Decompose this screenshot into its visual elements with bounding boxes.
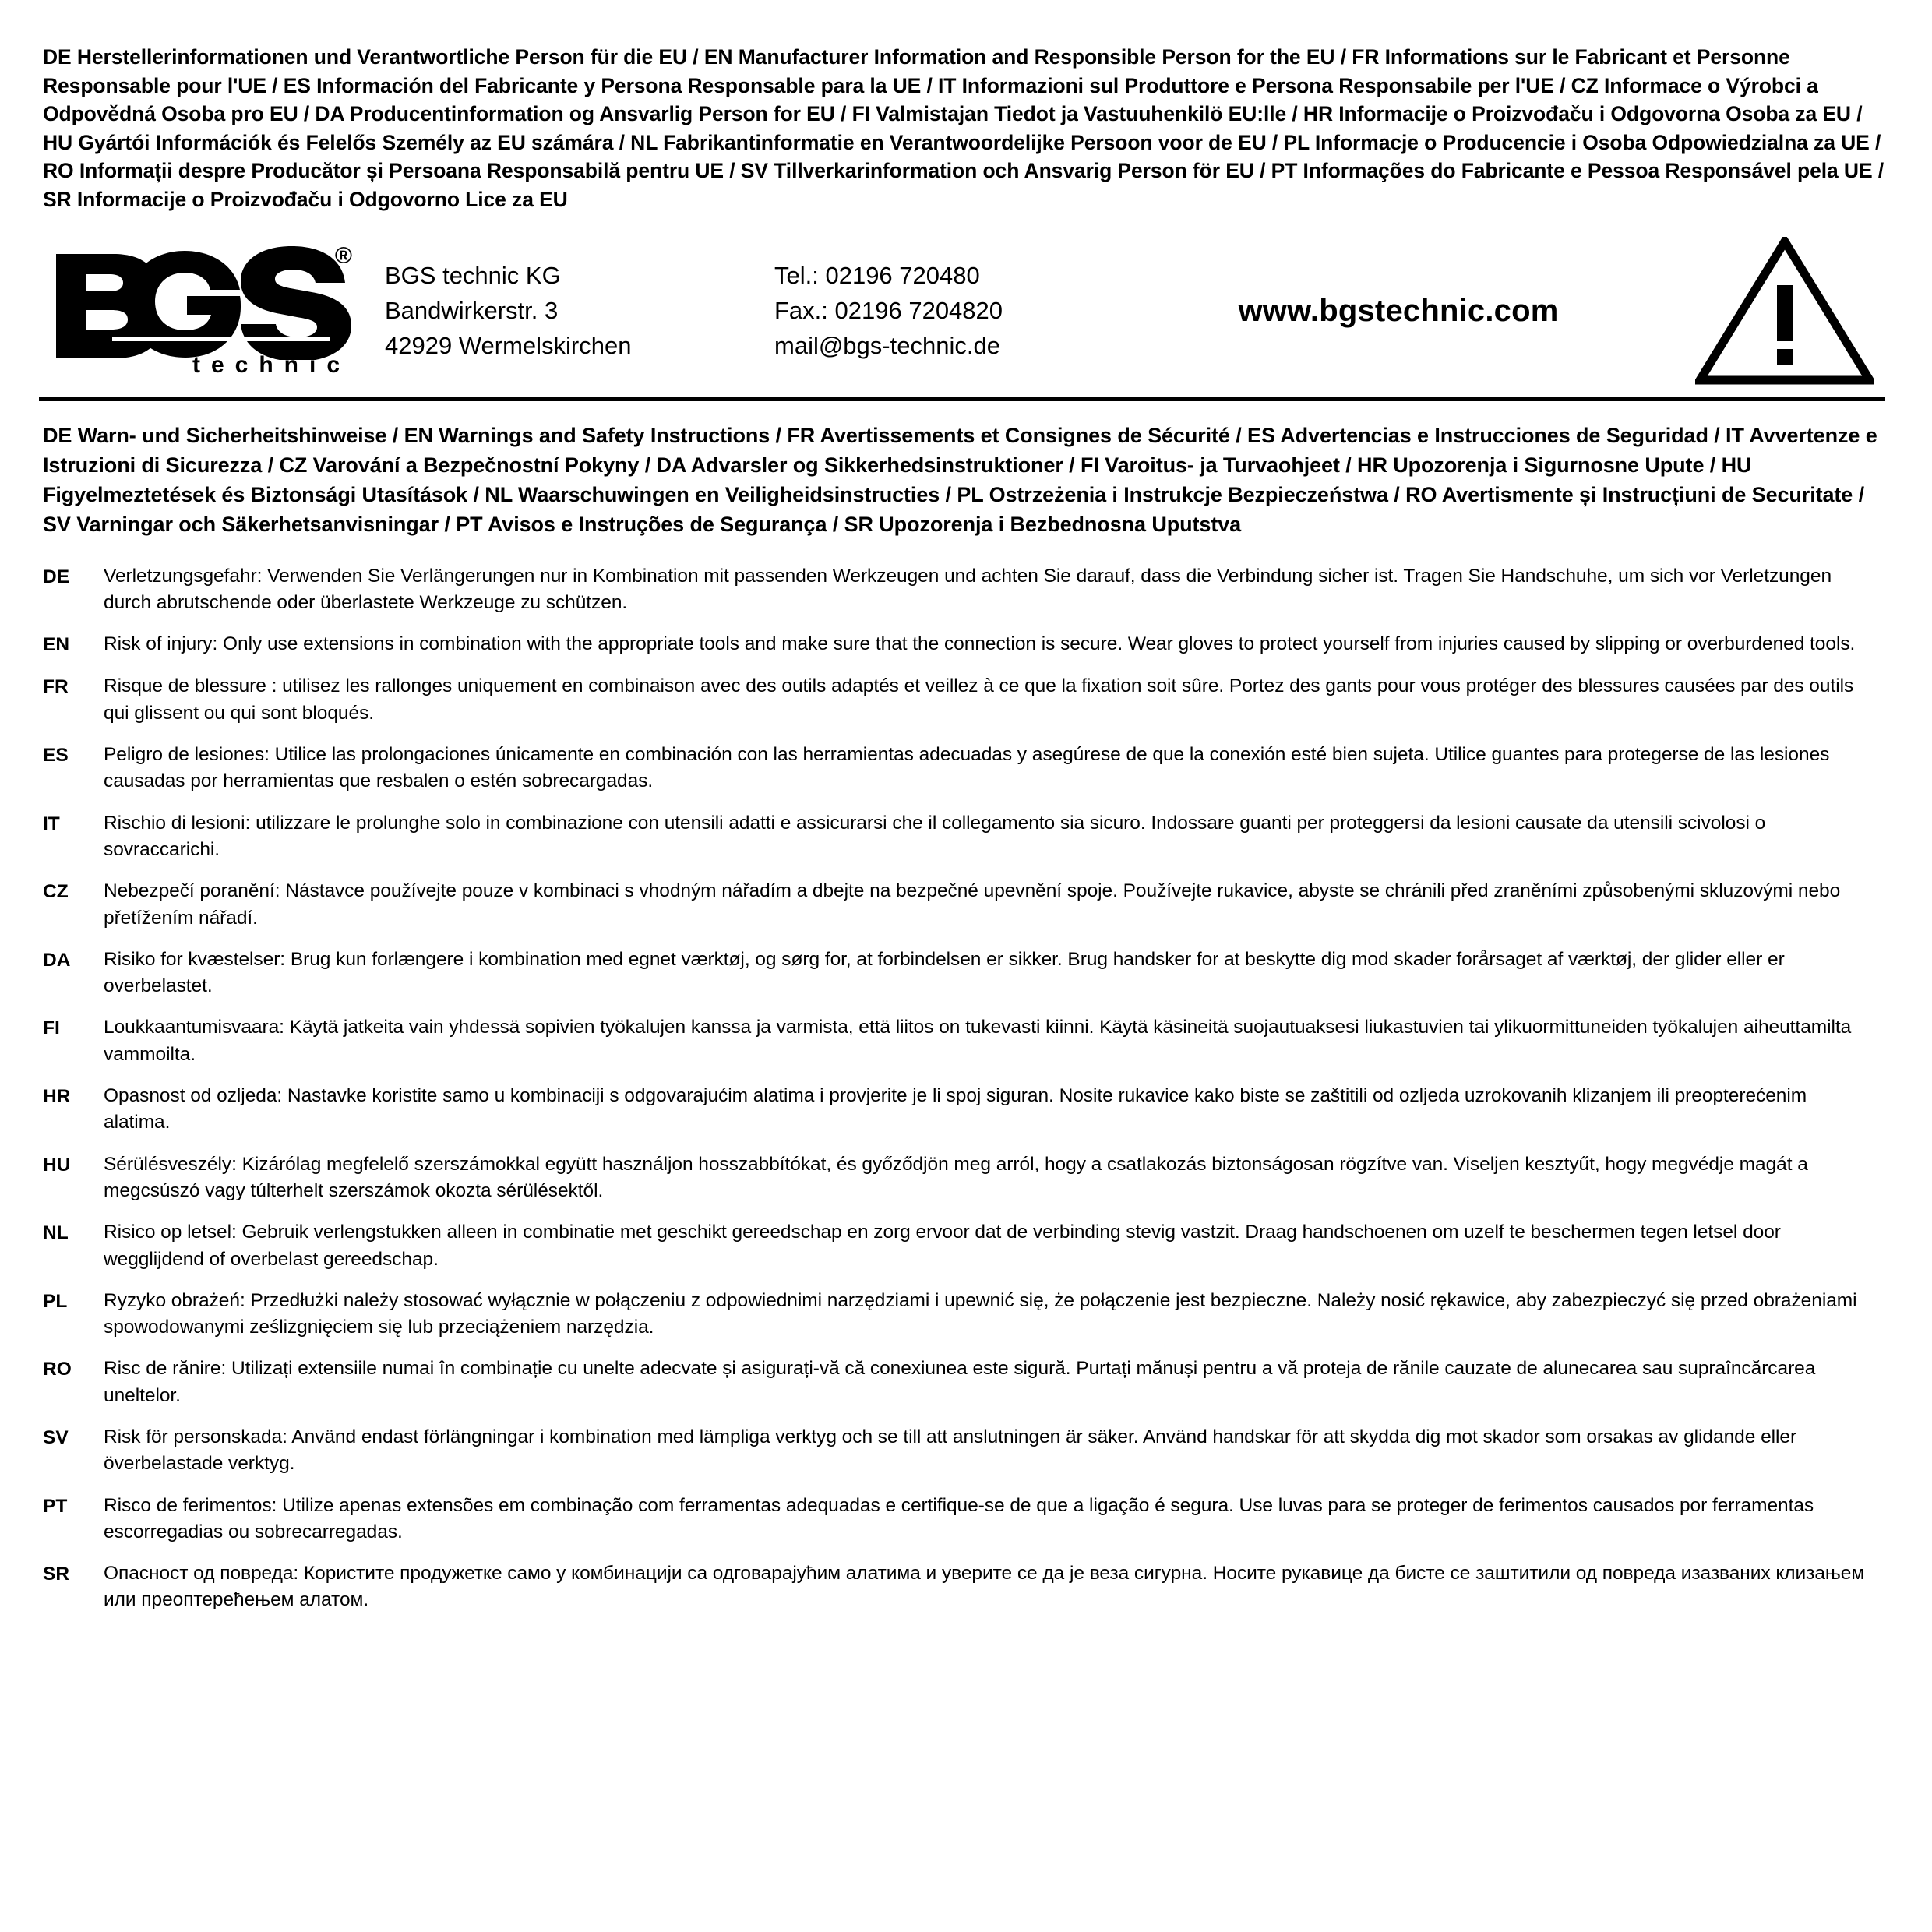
warning-triangle-exclamation-icon	[1672, 237, 1881, 385]
warning-text: Опасност од повреда: Користите продужетке само у комбинацији са одговарајућим алатима и уверите се да је веза сигурна. Носите рукавице да бисте се заштитили од повреда изазваних клизањем или преоптерећењем алатом.	[104, 1563, 1865, 1611]
list-item	[43, 631, 1885, 658]
manufacturer-info-heading: DE Herstellerinformationen und Verantwortliche Person für die EU / EN Manufacturer Information and Responsible Person for the EU / FR Informations sur le Fabricant et Personne Responsable pour l'UE / ES Información del Fabricante y Persona Responsable para la UE / IT Informazioni sul Produttore e Persona Responsabile per l'UE / CZ Informace o Výrobci a Odpovědná Osoba pro EU / DA Producentinformation og Ansvarlig Person for EU / FI Valmistajan Tiedot ja Vastuuhenkilö EU:lle / HR Informacije o Proizvođaču i Odgovorna Osoba za EU / HU Gyártói Információk és Felelős Személy az EU számára / NL Fabrikantinformatie en Verantwoordelijke Persoon voor de EU / PL Informacje o Producencie i Osoba Odpowiedzialna za UE / RO Informații despre Producător și Persoana Responsabilă pentru UE / SV Tillverkarinformation och Ansvarig Person för EU / PT Informações do Fabricante e Pessoa Responsável pela UE / SR Informacije o Proizvođaču i Odgovorno Lice za EU	[43, 45, 1884, 211]
bgs-logo	[44, 243, 385, 379]
language-code: DA	[43, 949, 71, 971]
language-code: IT	[43, 813, 60, 834]
list-item	[43, 1014, 1885, 1068]
language-code: RO	[43, 1359, 72, 1380]
list-item	[43, 1151, 1885, 1205]
warning-text: Rischio di lesioni: utilizzare le prolunghe solo in combinazione con utensili adatti e assicurarsi che il collegamento sia sicuro. Indossare guanti per proteggersi da lesioni causate da utensili scivolosi o sovraccarichi.	[104, 812, 1766, 860]
language-code: ES	[43, 745, 69, 767]
warning-text: Risiko for kvæstelser: Brug kun forlængere i kombination med egnet værktøj, og sørg for, at forbindelsen er sikker. Brug handsker for at beskytte dig mod skader forårsaget af værktøj, der glider eller er overbelastet.	[104, 948, 1785, 997]
list-item	[43, 1424, 1885, 1478]
company-city: 42929 Wermelskirchen	[385, 331, 632, 359]
language-code: NL	[43, 1222, 69, 1244]
language-code: SR	[43, 1564, 70, 1585]
language-code: EN	[43, 634, 70, 656]
warning-text: Ryzyko obrażeń: Przedłużki należy stosować wyłącznie w połączeniu z odpowiednimi narzędziami i upewnić się, że połączenie jest bezpieczne. Należy nosić rękawice, aby zabezpieczyć się przed obrażeniami spowodowanymi ześlizgnięciem się lub przeciążeniem narzędzia.	[104, 1289, 1857, 1338]
warning-text: Nebezpečí poranění: Nástavce používejte pouze v kombinaci s vhodným nářadím a dbejte na bezpečné upevnění spoje. Používejte rukavice, abyste se chránili před zraněními způsobenými skluzovými nebo přetížením nářadí.	[104, 880, 1841, 929]
list-item	[43, 1219, 1885, 1273]
company-email: mail@bgs-technic.de	[774, 331, 1000, 359]
list-item	[43, 878, 1885, 932]
list-item	[43, 1560, 1885, 1614]
warning-text: Risc de rănire: Utilizați extensiile numai în combinație cu unelte adecvate și asigurați-vă că conexiunea este sigură. Purtați mănuși pentru a vă proteja de rănile cauzate de alunecarea sau supraîncărcarea uneltelor.	[104, 1358, 1816, 1406]
list-item	[43, 1493, 1885, 1546]
language-code: FR	[43, 676, 69, 698]
warning-text: Risico op letsel: Gebruik verlengstukken alleen in combinatie met geschikt gereedschap en zorg ervoor dat de verbinding stevig vastzit. Draag handschoenen om uzelf te beschermen tegen letsel door wegglijdend of overbelast gereedschap.	[104, 1222, 1781, 1270]
language-code: PT	[43, 1495, 68, 1517]
warning-text: Sérülésveszély: Kizárólag megfelelő szerszámokkal együtt használjon hosszabbítókat, és győződjön meg arról, hogy a csatlakozás biztonságosan rögzítve van. Viseljen kesztyűt, hogy megvédje magát a megcsúszó vagy túlterhelt szerszámok okozta sérülésektől.	[104, 1153, 1808, 1201]
company-info-band	[39, 231, 1885, 401]
warning-text: Risk of injury: Only use extensions in combination with the appropriate tools and make sure that the connection is secure. Wear gloves to protect yourself from injuries caused by slipping or overburdened tools.	[104, 633, 1856, 655]
warning-text: Risque de blessure : utilisez les rallonges uniquement en combinaison avec des outils adaptés et veillez à ce que la fixation soit sûre. Portez des gants pour vous protéger des blessures causées par des outils qui glissent ou qui sont bloqués.	[104, 675, 1854, 724]
language-code: CZ	[43, 881, 69, 903]
list-item	[43, 673, 1885, 727]
warning-text: Verletzungsgefahr: Verwenden Sie Verlängerungen nur in Kombination mit passenden Werkzeugen und achten Sie darauf, dass die Verbindung sicher ist. Tragen Sie Handschuhe, um sich vor Verletzungen durch abrutschende oder überlastete Werkzeuge zu schützen.	[104, 565, 1832, 613]
company-contact	[774, 259, 1117, 364]
language-code: SV	[43, 1426, 69, 1448]
list-item	[43, 1356, 1885, 1409]
list-item	[43, 563, 1885, 617]
list-item	[43, 947, 1885, 1000]
company-street: Bandwirkerstr. 3	[385, 296, 559, 324]
language-code: PL	[43, 1290, 68, 1312]
bgs-logo-graphic	[50, 243, 361, 360]
company-phone: Tel.: 02196 720480	[774, 261, 980, 289]
warnings-title: DE Warn- und Sicherheitshinweise / EN Warnings and Safety Instructions / FR Avertissements et Consignes de Sécurité / ES Advertencias e Instrucciones de Seguridad / IT Avvertenze e Istruzioni di Sicurezza / CZ Varování a Bezpečnostní Pokyny / DA Advarsler og Sikkerhedsinstruktioner / FI Varoitus- ja Turvaohjeet / HR Upozorenja i Sigurnosne Upute / HU Figyelmeztetések és Biztonsági Utasítások / NL Waarschuwingen en Veiligheidsinstructies / PL Ostrzeżenia i Instrukcje Bezpieczeństwa / RO Avertismente și Instrucțiuni de Securitate / SV Varningar och Säkerhetsanvisningar / PT Avisos e Instruções de Segurança / SR Upozorenja i Bezbednosna Uputstva	[43, 424, 1877, 536]
language-code: DE	[43, 566, 70, 587]
trademark-symbol: ®	[334, 243, 352, 270]
language-code: HU	[43, 1154, 71, 1176]
warning-text: Risco de ferimentos: Utilize apenas extensões em combinação com ferramentas adequadas e certifique-se de que a ligação é segura. Use luvas para se proteger de ferimentos causados por ferramentas escorregadias ou sobrecarregadas.	[104, 1494, 1814, 1542]
company-website: www.bgstechnic.com	[1238, 293, 1559, 328]
warning-text: Loukkaantumisvaara: Käytä jatkeita vain yhdessä sopivien työkalujen kanssa ja varmista, että liitos on tukevasti kiinni. Käytä käsineitä suojautuaksesi liukastuvien tai ylikuormittuneiden työkalujen aiheuttamilta vammoilta.	[104, 1017, 1852, 1065]
language-code: FI	[43, 1017, 60, 1039]
company-fax: Fax.: 02196 7204820	[774, 296, 1003, 324]
language-code: HR	[43, 1086, 71, 1108]
company-address	[385, 259, 774, 364]
bgs-logo-subtext: technic	[192, 352, 351, 379]
company-name: BGS technic KG	[385, 261, 561, 289]
list-item	[43, 742, 1885, 795]
warnings-list	[39, 563, 1885, 1614]
warning-text: Opasnost od ozljeda: Nastavke koristite samo u kombinaciji s odgovarajućim alatima i provjerite je li spoj siguran. Nosite rukavice kako biste se zaštitili od ozljeda uzrokovanih klizanjem ili preopterećenim alatima.	[104, 1085, 1807, 1133]
list-item	[43, 1288, 1885, 1341]
list-item	[43, 1083, 1885, 1137]
warning-text: Risk för personskada: Använd endast förlängningar i kombination med lämpliga verktyg och se till att anslutningen är säker. Använd handskar för att skydda dig mot skador som orsakas av glidande eller överbelastade verktyg.	[104, 1426, 1797, 1475]
list-item	[43, 810, 1885, 864]
warning-text: Peligro de lesiones: Utilice las prolongaciones únicamente en combinación con las herramientas adecuadas y asegúrese de que la conexión esté bien sujeta. Utilice guantes para protegerse de las lesiones causadas por herramientas que resbalen o estén sobrecargadas.	[104, 744, 1830, 792]
